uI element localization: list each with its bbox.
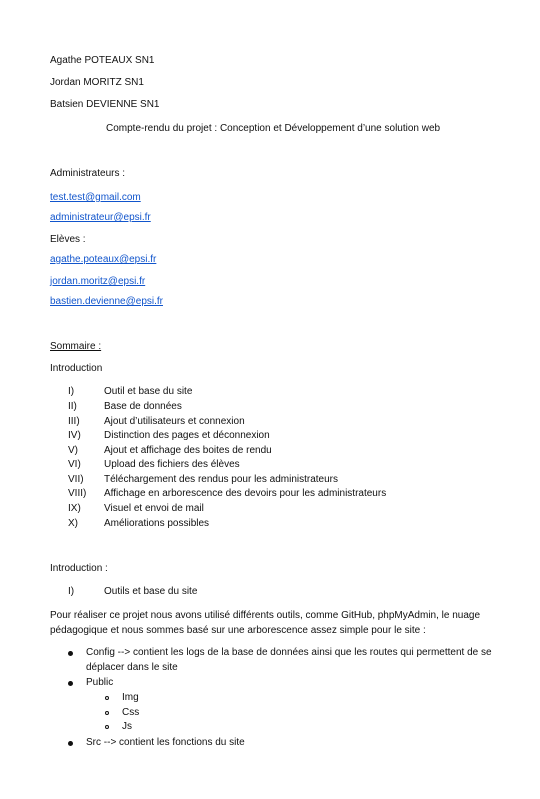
toc-number: X) [68,518,78,529]
introduction-heading: Introduction : [50,563,108,574]
eleve-email-link[interactable]: bastien.devienne@epsi.fr [50,296,163,307]
toc-number: I) [68,386,75,397]
toc-number: II) [68,401,77,412]
bullet-dot-icon [68,651,73,656]
eleves-label: Elèves : [50,234,86,245]
toc-number: IX) [68,503,81,514]
toc-item: Ajout et affichage des boites de rendu [104,445,272,456]
bullet-public: Public [86,677,114,688]
paragraph-line: pédagogique et nous sommes basé sur une arborescence assez simple pour le site : [50,625,426,636]
bullet-config-cont: déplacer dans le site [86,662,178,673]
sub-bullet-item: Img [122,692,139,703]
toc-introduction: Introduction [50,363,103,374]
sub-bullet-circle-icon [105,711,109,715]
sommaire-heading: Sommaire : [50,341,102,352]
author-line: Batsien DEVIENNE SN1 [50,99,160,110]
toc-item: Téléchargement des rendus pour les administrateurs [104,474,339,485]
bullet-dot-icon [68,741,73,746]
section-title: Outils et base du site [104,586,198,597]
sub-bullet-circle-icon [105,696,109,700]
document-title: Compte-rendu du projet : Conception et Développement d’une solution web [106,123,441,134]
toc-item: Améliorations possibles [104,518,210,529]
admin-email-link[interactable]: test.test@gmail.com [50,192,141,203]
bullet-dot-icon [68,681,73,686]
toc-number: VI) [68,459,81,470]
sub-bullet-item: Css [122,707,140,718]
toc-item: Visuel et envoi de mail [104,503,204,514]
toc-item: Base de données [104,401,182,412]
toc-item: Upload des fichiers des élèves [104,459,240,470]
toc-number: VII) [68,474,84,485]
paragraph-line: Pour réaliser ce projet nous avons utilisé différents outils, comme GitHub, phpMyAdmin, le nuage [50,610,481,621]
admin-email-link[interactable]: administrateur@epsi.fr [50,212,151,223]
toc-item: Ajout d’utilisateurs et connexion [104,416,245,427]
section-number: I) [68,586,75,597]
toc-number: III) [68,416,80,427]
toc-item: Distinction des pages et déconnexion [104,430,270,441]
bullet-src: Src --> contient les fonctions du site [86,737,245,748]
toc-number: VIII) [68,488,87,499]
admins-label: Administrateurs : [50,168,126,179]
toc-item: Affichage en arborescence des devoirs pour les administrateurs [104,488,387,499]
author-line: Agathe POTEAUX SN1 [50,55,155,66]
toc-number: IV) [68,430,81,441]
bullet-config: Config --> contient les logs de la base de données ainsi que les routes qui permettent de se [86,647,492,658]
sub-bullet-circle-icon [105,725,109,729]
sub-bullet-item: Js [122,721,132,732]
eleve-email-link[interactable]: agathe.poteaux@epsi.fr [50,254,157,265]
toc-item: Outil et base du site [104,386,193,397]
eleve-email-link[interactable]: jordan.moritz@epsi.fr [50,276,146,287]
toc-number: V) [68,445,78,456]
author-line: Jordan MORITZ SN1 [50,77,144,88]
